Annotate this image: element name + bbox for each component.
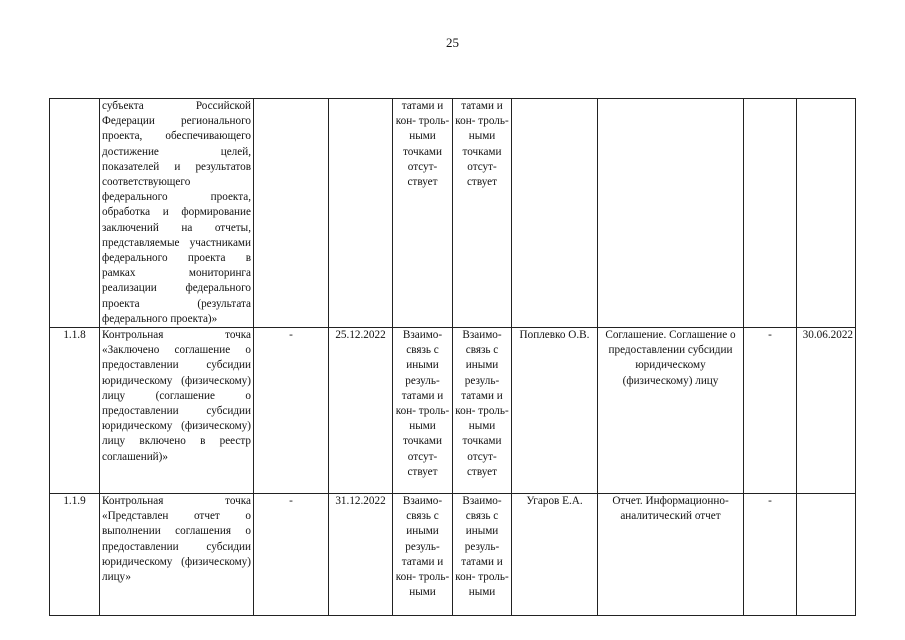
row-predecessors: татами и кон- троль- ными точками отсут- ствует bbox=[393, 99, 453, 328]
row-predecessors: Взаимо- связь с иными резуль- татами и кон- троль- ными точками отсут- ствует bbox=[393, 328, 453, 494]
control-points-table bbox=[49, 98, 856, 616]
row-start: - bbox=[254, 494, 329, 616]
table-row bbox=[50, 328, 856, 494]
row-end-date: 25.12.2022 bbox=[329, 328, 393, 494]
row-responsible: Поплевко О.В. bbox=[512, 328, 598, 494]
row-deadline bbox=[797, 494, 856, 616]
row-deadline: 30.06.2022 bbox=[797, 328, 856, 494]
row-successors: Взаимо- связь с иными резуль- татами и кон- троль- ными bbox=[453, 494, 512, 616]
row-document bbox=[598, 99, 744, 328]
row-end-date bbox=[329, 99, 393, 328]
row-document: Соглашение. Соглашение о предоставлении субсидии юридическому (физическому) лицу bbox=[598, 328, 744, 494]
row-successors: татами и кон- троль- ными точками отсут- ствует bbox=[453, 99, 512, 328]
row-number: 1.1.8 bbox=[50, 328, 100, 494]
row-description: Контрольная точка «Заключено соглашение о предоставлении субсидии юридическому (физическому) лицу (соглашение о предоставлении субсидии юридическому (физическому) лицу включено в реестр соглашений)» bbox=[100, 328, 254, 494]
row-start bbox=[254, 99, 329, 328]
row-number bbox=[50, 99, 100, 328]
page-number: 25 bbox=[446, 35, 459, 50]
row-level bbox=[744, 99, 797, 328]
row-description: субъекта Российской Федерации регионального проекта, обеспечивающего достижение целей, показателей и результатов соответствующего федерального проекта, обработка и формирование заключений на отчеты, представляемые участниками федерального проекта в рамках мониторинга реализации федерального проекта (результата федерального проекта)» bbox=[100, 99, 254, 328]
row-successors: Взаимо- связь с иными резуль- татами и кон- троль- ными точками отсут- ствует bbox=[453, 328, 512, 494]
row-start: - bbox=[254, 328, 329, 494]
row-level: - bbox=[744, 328, 797, 494]
row-number: 1.1.9 bbox=[50, 494, 100, 616]
row-document: Отчет. Информационно-аналитический отчет bbox=[598, 494, 744, 616]
row-responsible bbox=[512, 99, 598, 328]
row-level: - bbox=[744, 494, 797, 616]
row-end-date: 31.12.2022 bbox=[329, 494, 393, 616]
row-responsible: Угаров Е.А. bbox=[512, 494, 598, 616]
row-deadline bbox=[797, 99, 856, 328]
table-row bbox=[50, 99, 856, 328]
row-predecessors: Взаимо- связь с иными резуль- татами и кон- троль- ными bbox=[393, 494, 453, 616]
table-row bbox=[50, 494, 856, 616]
row-description: Контрольная точка «Представлен отчет о выполнении соглашения о предоставлении субсидии юридическому (физическому) лицу» bbox=[100, 494, 254, 616]
